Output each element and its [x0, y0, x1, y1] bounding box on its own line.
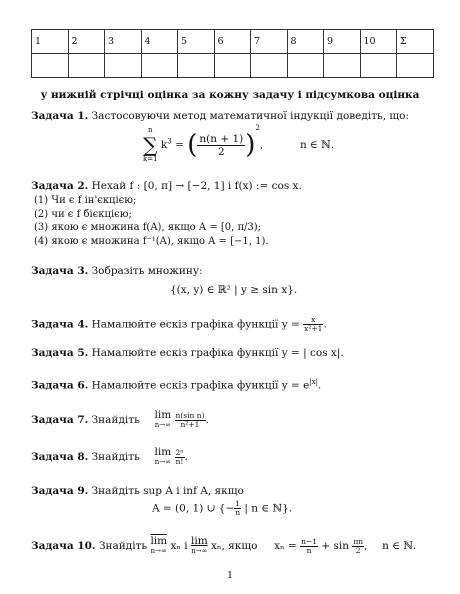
- grade-col-6: 6: [214, 30, 251, 54]
- grade-score-row: [32, 54, 434, 78]
- score-cell: [324, 54, 361, 78]
- denominator: n: [306, 545, 312, 555]
- numerator: n−1: [301, 536, 317, 546]
- task-2-item-1: (1) Чи є f ін'єкцією;: [34, 195, 137, 206]
- numerator: n(sin n): [175, 410, 205, 420]
- task-label: Задача 3.: [31, 265, 89, 277]
- denominator: 2: [355, 545, 361, 555]
- denominator: x²+1: [304, 324, 323, 333]
- task-label: Задача 6.: [31, 379, 89, 392]
- task-1-formula: n ∑ k=1 $k^3$ = ( $\frac{n(n + 1)}{2}$ )$^2$, n ∈ ℕ.: [143, 124, 335, 163]
- task-5: [31, 347, 344, 359]
- task-10-limsup: [150, 536, 167, 556]
- task-label: Задача 1.: [31, 110, 89, 122]
- task-text: Знайдіть sup A і inf A, якщо: [91, 485, 244, 497]
- task-10-fraction-1: [300, 538, 318, 555]
- denominator: 2: [218, 145, 225, 158]
- condition-text: , якщо: [221, 540, 258, 552]
- sum-symbol: n ∑ k=1: [143, 126, 158, 163]
- equals: =: [175, 139, 184, 151]
- formula-tail: ,: [364, 540, 368, 552]
- task-6-exponent: |x|: [309, 378, 319, 386]
- score-cell: [360, 54, 397, 78]
- denominator: n²+1: [180, 419, 200, 429]
- task-4-tail: .: [323, 318, 327, 331]
- plus-sin: + sin: [321, 540, 349, 552]
- score-cell: [32, 54, 69, 78]
- task-7: [31, 410, 209, 430]
- grade-table: [31, 29, 434, 78]
- score-cell: [68, 54, 105, 78]
- score-cell: [141, 54, 178, 78]
- task-2: [31, 180, 302, 192]
- term-exponent: 3: [167, 137, 172, 146]
- sequence-term: xₙ: [211, 540, 222, 552]
- numerator: n(n + 1): [199, 132, 244, 145]
- task-8: [31, 447, 188, 467]
- task-8-tail: .: [184, 451, 188, 463]
- score-cell: [105, 54, 142, 78]
- lim-subscript: n→∞: [150, 547, 167, 555]
- task-text: Зобразіть множину:: [91, 265, 203, 277]
- task-6-tail: .: [318, 379, 322, 392]
- task-label: Задача 7.: [31, 414, 89, 426]
- grade-col-3: 3: [105, 30, 142, 54]
- grade-col-7: 7: [251, 30, 288, 54]
- task-10-fraction-2: [352, 538, 364, 555]
- grade-col-10: 10: [360, 30, 397, 54]
- lim-symbol: lim: [154, 446, 172, 458]
- task-6: [31, 378, 321, 392]
- grade-col-8: 8: [287, 30, 324, 54]
- lim-subscript: n→∞: [154, 458, 171, 466]
- task-label: Задача 4.: [31, 318, 89, 331]
- grade-col-5: 5: [178, 30, 215, 54]
- numerator: πn: [353, 536, 364, 546]
- task-7-fraction: [175, 412, 206, 429]
- task-text: Намалюйте ескіз графіка функції y =: [91, 318, 300, 331]
- task-3-set: {(x, y) ∈ ℝ² | y ≥ sin x}.: [170, 284, 298, 296]
- score-cell: [214, 54, 251, 78]
- task-label: Задача 2.: [31, 180, 89, 192]
- formula-start: xₙ =: [274, 540, 297, 552]
- score-cell: [397, 54, 434, 78]
- task-text: Намалюйте ескіз графіка функції y = e: [91, 379, 310, 392]
- score-cell: [178, 54, 215, 78]
- page-number: 1: [226, 570, 234, 581]
- task-8-fraction: [175, 449, 185, 466]
- set-end: | n ∈ ℕ}.: [241, 502, 293, 515]
- numerator: 1: [235, 499, 241, 508]
- formula-domain: n ∈ ℕ.: [382, 540, 417, 552]
- table-caption: у нижній стрічці оцінка за кожну задачу і підсумкова оцінка: [40, 89, 420, 101]
- grade-col-9: 9: [324, 30, 361, 54]
- liminf-symbol: lim: [190, 535, 208, 547]
- task-label: Задача 9.: [31, 485, 89, 497]
- grade-col-total: Σ: [397, 30, 434, 54]
- task-4: [31, 316, 327, 333]
- task-text: Намалюйте ескіз графіка функції y = | cos x|.: [91, 347, 344, 359]
- fraction: [197, 133, 245, 158]
- lim-symbol: lim: [154, 409, 172, 421]
- set-start: A = (0, 1) ∪ {−: [152, 502, 235, 515]
- lim-subscript: n→∞: [154, 421, 171, 429]
- numerator: x: [303, 316, 323, 325]
- task-10-liminf: [191, 536, 208, 556]
- task-8-limit: [154, 447, 171, 467]
- task-1: [31, 110, 409, 122]
- task-label: Задача 5.: [31, 347, 89, 359]
- denominator: n!: [175, 456, 184, 466]
- task-text: Знайдіть: [91, 414, 140, 426]
- denominator: n: [235, 508, 241, 517]
- sum-upper: n: [148, 126, 153, 134]
- formula-domain: n ∈ ℕ.: [299, 139, 335, 151]
- task-text: Нехай f : [0, π] → [−2, 1] і f(x) := cos x.: [91, 180, 302, 192]
- sum-term: k: [160, 139, 168, 151]
- numerator: 2ⁿ: [175, 447, 184, 457]
- task-7-tail: .: [205, 414, 209, 426]
- task-text: Застосовуючи метод математичної індукції доведіть, що:: [91, 110, 410, 122]
- task-9-set: [152, 500, 292, 517]
- sequence-term: xₙ: [170, 540, 181, 552]
- grade-header-row: [32, 30, 434, 54]
- task-10: [31, 536, 416, 556]
- task-3: [31, 265, 203, 277]
- task-7-limit: [154, 410, 171, 430]
- exponent: 2: [255, 124, 260, 132]
- grade-col-2: 2: [68, 30, 105, 54]
- score-cell: [251, 54, 288, 78]
- task-text: Знайдіть: [98, 540, 148, 552]
- conjunction: і: [180, 540, 191, 552]
- task-9: [31, 485, 244, 497]
- task-label: Задача 8.: [31, 451, 89, 463]
- task-text: Знайдіть: [91, 451, 140, 463]
- sum-lower: k=1: [143, 155, 158, 163]
- score-cell: [287, 54, 324, 78]
- task-4-fraction: [303, 316, 323, 333]
- grade-col-4: 4: [141, 30, 178, 54]
- formula-tail: ,: [259, 139, 264, 151]
- limsup-symbol: $\overline{lim}$: [150, 535, 168, 547]
- task-label: Задача 10.: [31, 540, 96, 552]
- grade-col-1: 1: [32, 30, 69, 54]
- lim-subscript: n→∞: [191, 547, 208, 555]
- task-2-item-4: (4) якою є множина f⁻¹(A), якщо A = [−1, 1).: [34, 236, 269, 247]
- task-2-item-3: (3) якою є множина f(A), якщо A = [0, π/3);: [34, 222, 262, 233]
- task-2-item-2: (2) чи є f бієкцією;: [34, 209, 132, 220]
